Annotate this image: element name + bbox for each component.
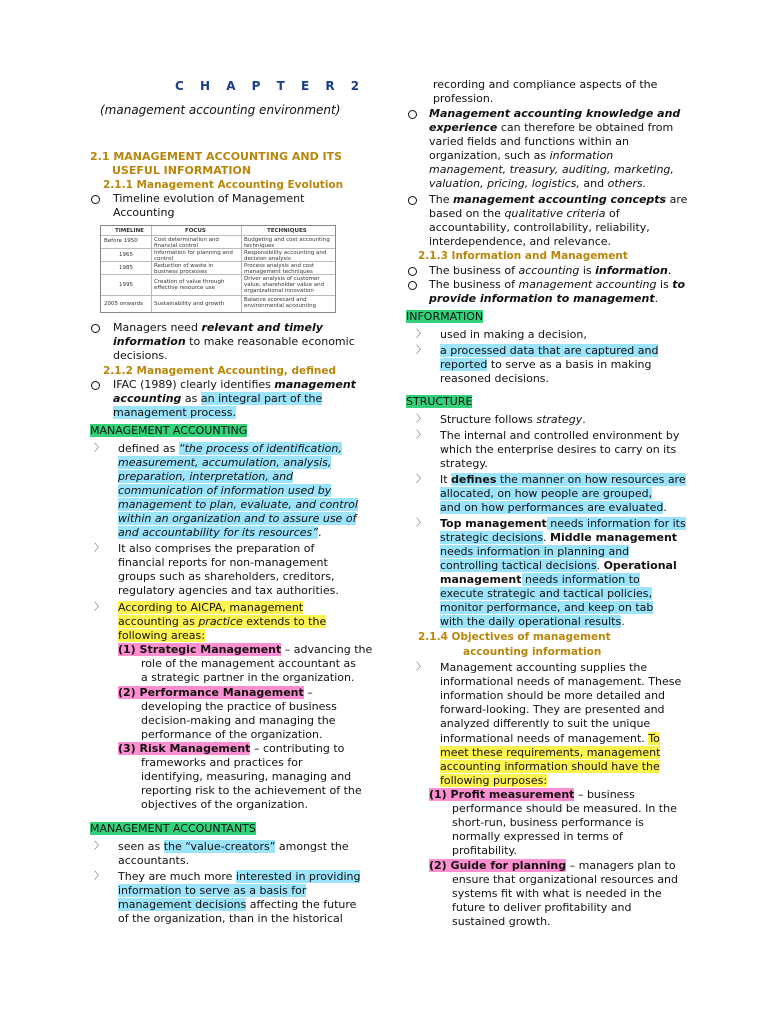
arrow-icon: 〉 xyxy=(94,602,104,613)
objectives-line3: information should be more detailed and xyxy=(440,689,666,702)
arrow-icon: 〉 xyxy=(416,430,426,441)
top-mgmt-line1: Top management needs information for its xyxy=(440,517,686,530)
profit-line4: normally expressed in terms of xyxy=(452,830,623,843)
defines-line2: allocated, on how people are grouped, xyxy=(440,487,653,500)
label-management-accounting: MANAGEMENT ACCOUNTING xyxy=(90,424,248,437)
table-cell: 1965 xyxy=(119,252,133,258)
label-management-accountants: MANAGEMENT ACCOUNTANTS xyxy=(90,822,256,835)
objectives-line2: informational needs of management. These xyxy=(440,675,682,688)
continued-line2: profession. xyxy=(433,92,494,105)
comprises-line2: financial reports for non-management xyxy=(118,556,328,569)
top-mgmt-line5: management needs information to xyxy=(440,573,640,586)
business-ma-line1: The business of management accounting is to xyxy=(429,278,686,291)
planning-line4: future to deliver profitability and xyxy=(452,901,632,914)
bullet-icon xyxy=(408,281,417,290)
table-cell: Driver analysis of customer value, shareholder value and organizational innovation xyxy=(244,276,325,294)
chapter-title: C H A P T E R 2 xyxy=(175,79,366,93)
risk-line4: reporting risk to the achievement of the xyxy=(141,784,362,797)
interested-line1: They are much more interested in providing xyxy=(118,870,361,883)
bullet-icon xyxy=(91,381,100,390)
structure-line4: strategy. xyxy=(440,457,488,470)
knowledge-line4: organization, such as information xyxy=(429,149,614,162)
objectives-line4: forward-looking. They are presented and xyxy=(440,703,665,716)
arrow-icon: 〉 xyxy=(94,443,104,454)
table-cell: Creation of value through effective resource use xyxy=(154,279,225,291)
table-cell: Budgeting and cost accounting techniques xyxy=(244,237,330,249)
profit-line1: (1) Profit measurement – business xyxy=(429,788,635,801)
planning-line5: sustained growth. xyxy=(452,915,551,928)
value-creators-line2: accountants. xyxy=(118,854,190,867)
value-creators-line1: seen as the “value-creators” amongst the xyxy=(118,840,349,853)
aicpa-line1: According to AICPA, management xyxy=(118,601,304,614)
defines-line1: It defines the manner on how resources are xyxy=(440,473,686,486)
interested-line2: information to serve as a basis for xyxy=(118,884,307,897)
objectives-line6: informational needs of management. To xyxy=(440,732,660,745)
label-information: INFORMATION xyxy=(406,310,484,323)
defined-line5: management to plan, evaluate, and control xyxy=(118,498,358,511)
ifac-line1: IFAC (1989) clearly identifies management xyxy=(113,378,356,391)
table-cell: 2005 onwards xyxy=(104,301,143,307)
interested-line3: management decisions affecting the future xyxy=(118,898,357,911)
objectives-line1: Management accounting supplies the xyxy=(440,661,648,674)
knowledge-line5: management, treasury, auditing, marketing, xyxy=(429,163,674,176)
section-2-1-4-line1: 2.1.4 Objectives of management xyxy=(418,631,611,643)
bullet-icon xyxy=(91,195,100,204)
defined-line7: and accountability for its resources”. xyxy=(118,526,322,539)
section-2-1-1: 2.1.1 Management Accounting Evolution xyxy=(103,179,344,191)
managers-need-line1: Managers need relevant and timely xyxy=(113,321,323,334)
comprises-line3: groups such as shareholders, creditors, xyxy=(118,570,335,583)
table-cell: Process analysis and cost management techniques xyxy=(244,263,315,275)
concepts-line3: accountability, controllability, reliability, xyxy=(429,221,650,234)
risk-line2: frameworks and practices for xyxy=(141,756,303,769)
managers-need-line3: decisions. xyxy=(113,349,168,362)
strategic-line2: role of the management accountant as xyxy=(141,657,356,670)
info-line3: reported to serve as a basis in making xyxy=(440,358,652,371)
performance-line4: performance of the organization. xyxy=(141,728,323,741)
timeline-bullet-line2: Accounting xyxy=(113,206,175,219)
bullet-icon xyxy=(408,110,417,119)
top-mgmt-line3: needs information in planning and xyxy=(440,545,630,558)
section-2-1-line2: USEFUL INFORMATION xyxy=(112,164,252,177)
table-cell: Responsibility accounting and decision analysis xyxy=(244,250,327,262)
profit-line5: profitability. xyxy=(452,844,517,857)
objectives-line9: following purposes: xyxy=(440,774,548,787)
table-cell: 1995 xyxy=(119,282,133,288)
table-cell: Information for planning and control xyxy=(154,250,233,262)
table-cell: 1985 xyxy=(119,265,133,271)
strategic-line1: (1) Strategic Management – advancing the xyxy=(118,643,373,656)
objectives-line5: analyzed differently to suit the unique xyxy=(440,717,651,730)
concepts-line1: The management accounting concepts are xyxy=(429,193,688,206)
continued-line1: recording and compliance aspects of the xyxy=(433,78,658,91)
section-2-1-4-line2: accounting information xyxy=(463,646,602,658)
objectives-line8: accounting information should have the xyxy=(440,760,660,773)
top-mgmt-line6: execute strategic and tactical policies, xyxy=(440,587,653,600)
bullet-icon xyxy=(91,324,100,333)
section-2-1-3: 2.1.3 Information and Management xyxy=(418,250,628,262)
arrow-icon: 〉 xyxy=(94,841,104,852)
arrow-icon: 〉 xyxy=(416,474,426,485)
defines-line3: and on how performances are evaluated. xyxy=(440,501,667,514)
objectives-line7: meet these requirements, management xyxy=(440,746,661,759)
top-mgmt-line8: with the daily operational results. xyxy=(440,615,625,628)
concepts-line2: based on the qualitative criteria of xyxy=(429,207,620,220)
business-ma-line2: provide information to management. xyxy=(429,292,659,305)
chapter-subtitle: (management accounting environment) xyxy=(100,103,341,117)
info-line2: a processed data that are captured and xyxy=(440,344,659,357)
table-header: TIMELINE xyxy=(115,228,144,234)
defined-line3: preparation, interpretation, and xyxy=(118,470,294,483)
ifac-line2: accounting as an integral part of the xyxy=(113,392,323,405)
knowledge-line1: Management accounting knowledge and xyxy=(429,107,681,120)
concepts-line4: interdependence, and relevance. xyxy=(429,235,612,248)
managers-need-line2: information to make reasonable economic xyxy=(113,335,355,348)
structure-line1: Structure follows strategy. xyxy=(440,413,586,426)
label-structure: STRUCTURE xyxy=(406,395,473,408)
table-cell: Sustainability and growth xyxy=(154,301,225,307)
risk-line5: objectives of the organization. xyxy=(141,798,308,811)
performance-line2: developing the practice of business xyxy=(141,700,337,713)
comprises-line1: It also comprises the preparation of xyxy=(118,542,315,555)
arrow-icon: 〉 xyxy=(416,329,426,340)
knowledge-line6: valuation, pricing, logistics, and others. xyxy=(429,177,647,190)
timeline-bullet-line1: Timeline evolution of Management xyxy=(113,192,305,205)
table-cell: Balance scorecard and environmental accounting xyxy=(244,297,317,309)
risk-line3: identifying, measuring, managing and xyxy=(141,770,352,783)
profit-line2: performance should be measured. In the xyxy=(452,802,677,815)
arrow-icon: 〉 xyxy=(416,518,426,529)
defined-line1: defined as “the process of identification, xyxy=(118,442,342,455)
top-mgmt-line4: controlling tactical decisions. Operational xyxy=(440,559,677,572)
bullet-icon xyxy=(408,196,417,205)
business-accounting: The business of accounting is information. xyxy=(429,264,672,277)
defined-line2: measurement, accumulation, analysis, xyxy=(118,456,332,469)
arrow-icon: 〉 xyxy=(416,345,426,356)
info-line1: used in making a decision, xyxy=(440,328,587,341)
profit-line3: short-run, business performance is xyxy=(452,816,644,829)
structure-line3: which the enterprise desires to carry on its xyxy=(440,443,677,456)
section-2-1-line1: 2.1 MANAGEMENT ACCOUNTING AND ITS xyxy=(90,150,343,163)
table-cell: Before 1950 xyxy=(104,238,138,244)
top-mgmt-line2: strategic decisions. Middle management xyxy=(440,531,678,544)
knowledge-line3: varied fields and functions within an xyxy=(429,135,629,148)
timeline-table xyxy=(100,225,336,313)
arrow-icon: 〉 xyxy=(94,543,104,554)
planning-line3: systems fit with what is needed in the xyxy=(452,887,662,900)
comprises-line4: regulatory agencies and tax authorities. xyxy=(118,584,339,597)
performance-line1: (2) Performance Management – xyxy=(118,686,313,699)
performance-line3: decision-making and managing the xyxy=(141,714,336,727)
defined-line4: communication of information used by xyxy=(118,484,332,497)
table-header: FOCUS xyxy=(185,228,206,234)
aicpa-line3: following areas: xyxy=(118,629,205,642)
table-header: TECHNIQUES xyxy=(267,228,307,234)
aicpa-line2: accounting as practice extends to the xyxy=(118,615,327,628)
section-2-1-2: 2.1.2 Management Accounting, defined xyxy=(103,365,337,377)
top-mgmt-line7: monitor performance, and keep on tab xyxy=(440,601,654,614)
table-cell: Reduction of waste in business processes xyxy=(154,263,214,275)
arrow-icon: 〉 xyxy=(416,414,426,425)
bullet-icon xyxy=(408,267,417,276)
structure-line2: The internal and controlled environment by xyxy=(440,429,680,442)
arrow-icon: 〉 xyxy=(94,871,104,882)
planning-line2: ensure that organizational resources and xyxy=(452,873,679,886)
defined-line6: within an organization and to assure use of xyxy=(118,512,357,525)
planning-line1: (2) Guide for planning – managers plan to xyxy=(429,859,676,872)
knowledge-line2: experience can therefore be obtained from xyxy=(429,121,674,134)
interested-line4: of the organization, than in the historical xyxy=(118,912,343,925)
info-line4: reasoned decisions. xyxy=(440,372,550,385)
risk-line1: (3) Risk Management – contributing to xyxy=(118,742,345,755)
arrow-icon: 〉 xyxy=(416,662,426,673)
strategic-line3: a strategic partner in the organization. xyxy=(141,671,355,684)
ifac-line3: management process. xyxy=(113,406,236,419)
table-cell: Cost determination and financial control xyxy=(154,237,219,249)
